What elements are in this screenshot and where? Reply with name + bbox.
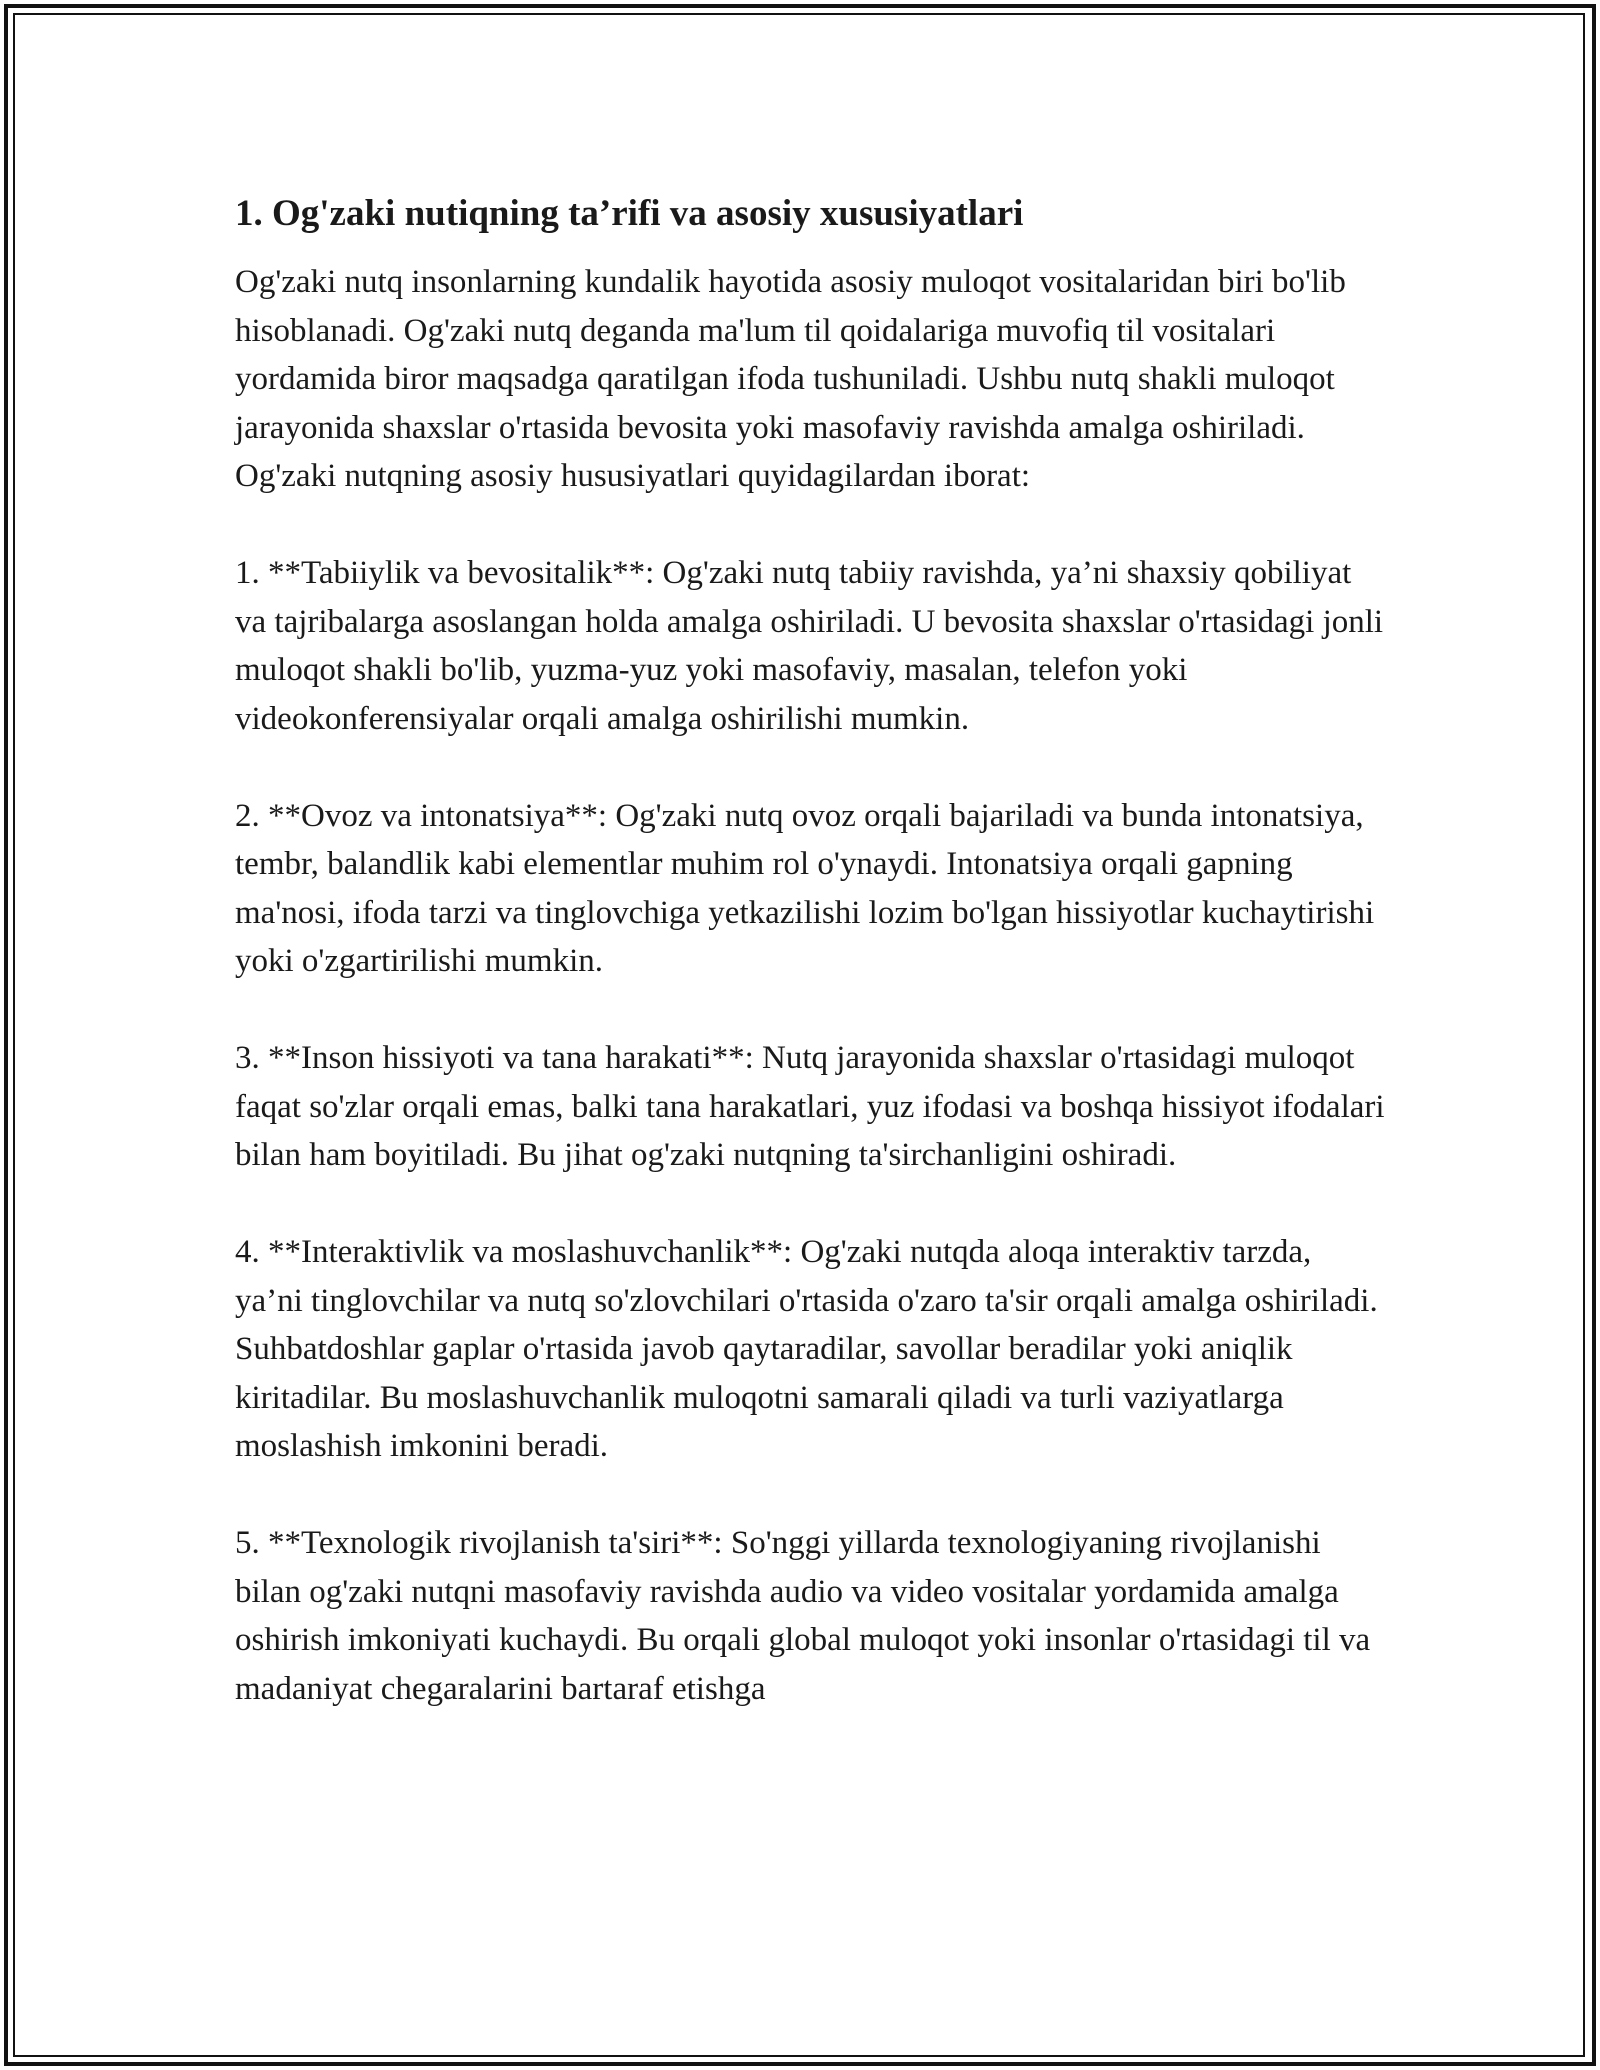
intro-paragraph: Og'zaki nutq insonlarning kundalik hayotida asosiy muloqot vositalaridan biri bo'lib hisoblanadi. Og'zaki nutq deganda ma'lum til qoidalariga muvofiq til vositalari yordamida biror maqsadga qaratilgan ifoda tushuniladi. Ushbu nutq shakli muloqot jarayonida shaxslar o'rtasida bevosita yoki masofaviy ravishda amalga oshiriladi. Og'zaki nutqning asosiy hususiyatlari quyidagilardan iborat: xyxy=(235,264,1346,494)
list-item-2: 2. **Ovoz va intonatsiya**: Og'zaki nutq ovoz orqali bajariladi va bunda intonatsiya, tembr, balandlik kabi elementlar muhim rol o'ynaydi. Intonatsiya orqali gapning ma'nosi, ifoda tarzi va tinglovchiga yetkazilishi lozim bo'lgan hissiyotlar kuchaytirishi yoki o'zgartirilishi mumkin. xyxy=(235,797,1375,979)
section-heading: 1. Og'zaki nutiqning ta’rifi va asosiy xususiyatlari xyxy=(235,193,1024,234)
list-item-1: 1. **Tabiiylik va bevositalik**: Og'zaki nutq tabiiy ravishda, ya’ni shaxsiy qobiliyat va tajribalarga asoslangan holda amalga oshiriladi. U bevosita shaxslar o'rtasidagi jonli muloqot shakli bo'lib, yuzma-yuz yoki masofaviy, masalan, telefon yoki videokonferensiyalar orqali amalga oshirilishi mumkin. xyxy=(235,555,1384,737)
document-body xyxy=(235,188,1385,1713)
list-item-5: 5. **Texnologik rivojlanish ta'siri**: So'nggi yillarda texnologiyaning rivojlanishi bilan og'zaki nutqni masofaviy ravishda audio va video vositalar yordamida amalga oshirish imkoniyati kuchaydi. Bu orqali global muloqot yoki insonlar o'rtasidagi til va madaniyat chegaralarini bartaraf etishga xyxy=(235,1525,1371,1707)
list-item-3: 3. **Inson hissiyoti va tana harakati**: Nutq jarayonida shaxslar o'rtasidagi muloqot faqat so'zlar orqali emas, balki tana harakatlari, yuz ifodasi va boshqa hissiyot ifodalari bilan ham boyitiladi. Bu jihat og'zaki nutqning ta'sirchanligini oshiradi. xyxy=(235,1040,1385,1173)
list-item-4: 4. **Interaktivlik va moslashuvchanlik**: Og'zaki nutqda aloqa interaktiv tarzda, ya’ni tinglovchilar va nutq so'zlovchilari o'rtasida o'zaro ta'sir orqali amalga oshiriladi. Suhbatdoshlar gaplar o'rtasida javob qaytaradilar, savollar beradilar yoki aniqlik kiritadilar. Bu moslashuvchanlik muloqotni samarali qiladi va turli vaziyatlarga moslashish imkonini beradi. xyxy=(235,1234,1378,1464)
